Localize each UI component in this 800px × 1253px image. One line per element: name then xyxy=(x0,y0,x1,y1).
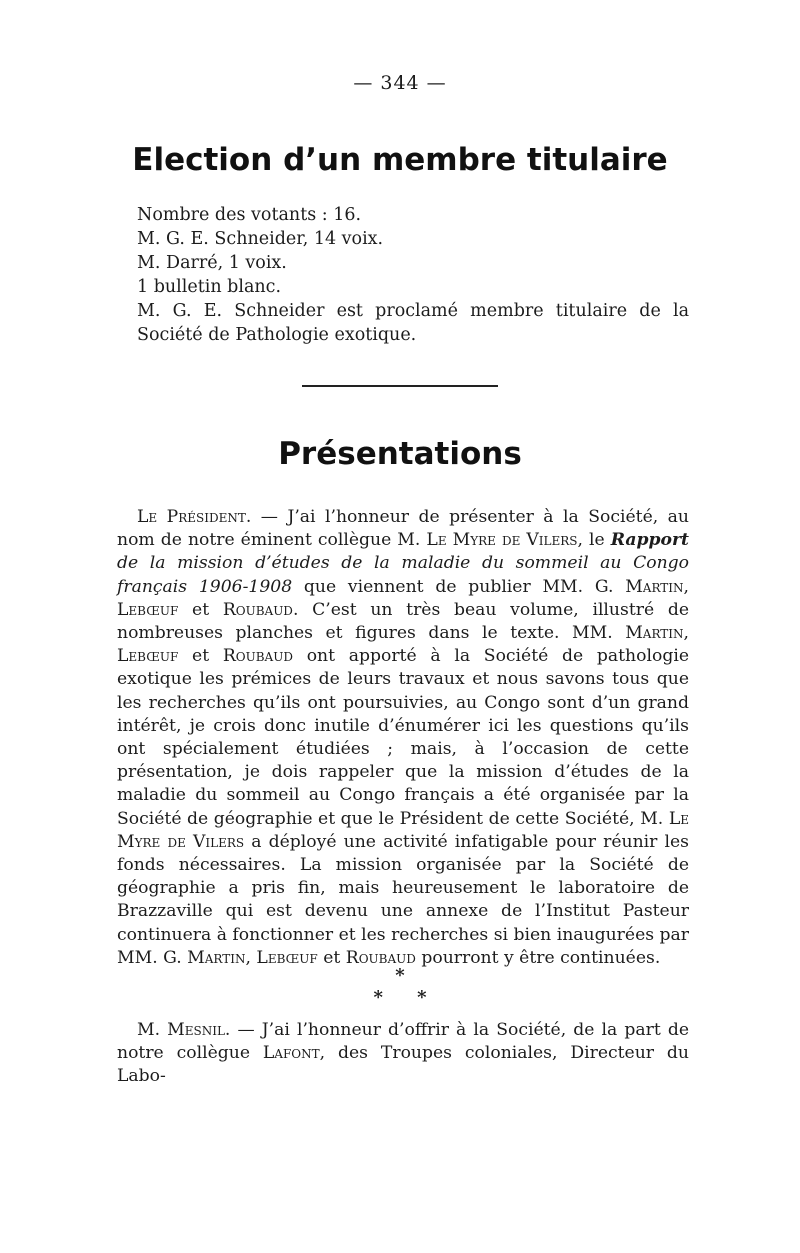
section-title-election: Election d’un membre titulaire xyxy=(132,142,668,178)
report-title: de la mission d’études de la maladie du sommeil au Congo français 1906-1908 xyxy=(117,553,689,597)
person-names: Martin, Lebœuf xyxy=(117,576,689,620)
blank-ballot-line: 1 bulletin blanc. xyxy=(137,277,282,297)
president-paragraph: Le Président. — J’ai l’honneur de présenter à la Société, au nom de notre éminent collègue M. Le Myre de Vilers, le Rapport de la mission d’études de la maladie du sommeil au Congo français 1906-1908 que viennent de publier MM. G. Martin, Lebœuf et Roubaud. C’est un très beau volume, illustré de nombreuses planches et figures dans le texte. MM. Martin, Lebœuf et Roubaud ont apporté à la Société de pathologie exotique les prémices de leurs travaux et nous savons tous que les recherches qu’ils ont poursuivies, au Congo sont d’un grand intérêt, je crois donc inutile d’énumérer ici les questions qu’ils ont spécialement étudiées ; mais, à l’occasion de cette présentation, je dois rappeler que la mission d’études de la maladie du sommeil au Congo français a été organisée par la Société de géographie et que le Président de cette Société, M. Le Myre de Vilers a déployé une activité infatigable pour réunir les fonds nécessaires. La mission organisée par la Société de géographie a pris fin, mais heureusement le laboratoire de Brazzaville qui est devenu une annexe de l’Institut Pasteur continuera à fonctionner et les recherches si bien inaugurées par MM. G. Martin, Lebœuf et Roubaud pourront y être continuées. xyxy=(117,507,689,968)
vote-count-line: Nombre des votants : 16. xyxy=(137,205,362,225)
person-names: Martin, Lebœuf xyxy=(117,623,689,667)
asterism-bottom: * * xyxy=(373,987,441,1008)
section-divider xyxy=(302,385,498,387)
candidate-result-line: M. G. E. Schneider, 14 voix. xyxy=(137,229,384,249)
proclamation-text: M. G. E. Schneider est proclamé membre titulaire de la Société de Pathologie exotique. xyxy=(137,301,689,345)
election-results xyxy=(117,203,689,347)
section-title-presentations: Présentations xyxy=(278,436,522,472)
speaker-name: M. Mesnil. xyxy=(137,1020,231,1040)
candidate-result-line: M. Darré, 1 voix. xyxy=(137,253,287,273)
asterism-separator xyxy=(0,965,800,1009)
page-number: — 344 — xyxy=(353,72,447,94)
person-name: Roubaud xyxy=(222,599,293,620)
person-name: Lafont xyxy=(262,1043,320,1064)
speaker-name: Le Président. xyxy=(137,507,252,527)
person-name: Roubaud xyxy=(345,947,416,968)
asterism-top: * xyxy=(395,965,405,986)
report-title-bold: Rapport xyxy=(610,530,689,551)
person-name: Le Myre de Vilers xyxy=(426,530,578,551)
person-names: Martin, Lebœuf xyxy=(187,947,318,968)
mesnil-paragraph: M. Mesnil. — J’ai l’honneur d’offrir à la Société, de la part de notre collègue Lafont, des Troupes coloniales, Directeur du Labo- xyxy=(117,1020,689,1087)
person-name: Le Myre de Vilers xyxy=(117,808,689,852)
person-name: Roubaud xyxy=(222,646,293,667)
